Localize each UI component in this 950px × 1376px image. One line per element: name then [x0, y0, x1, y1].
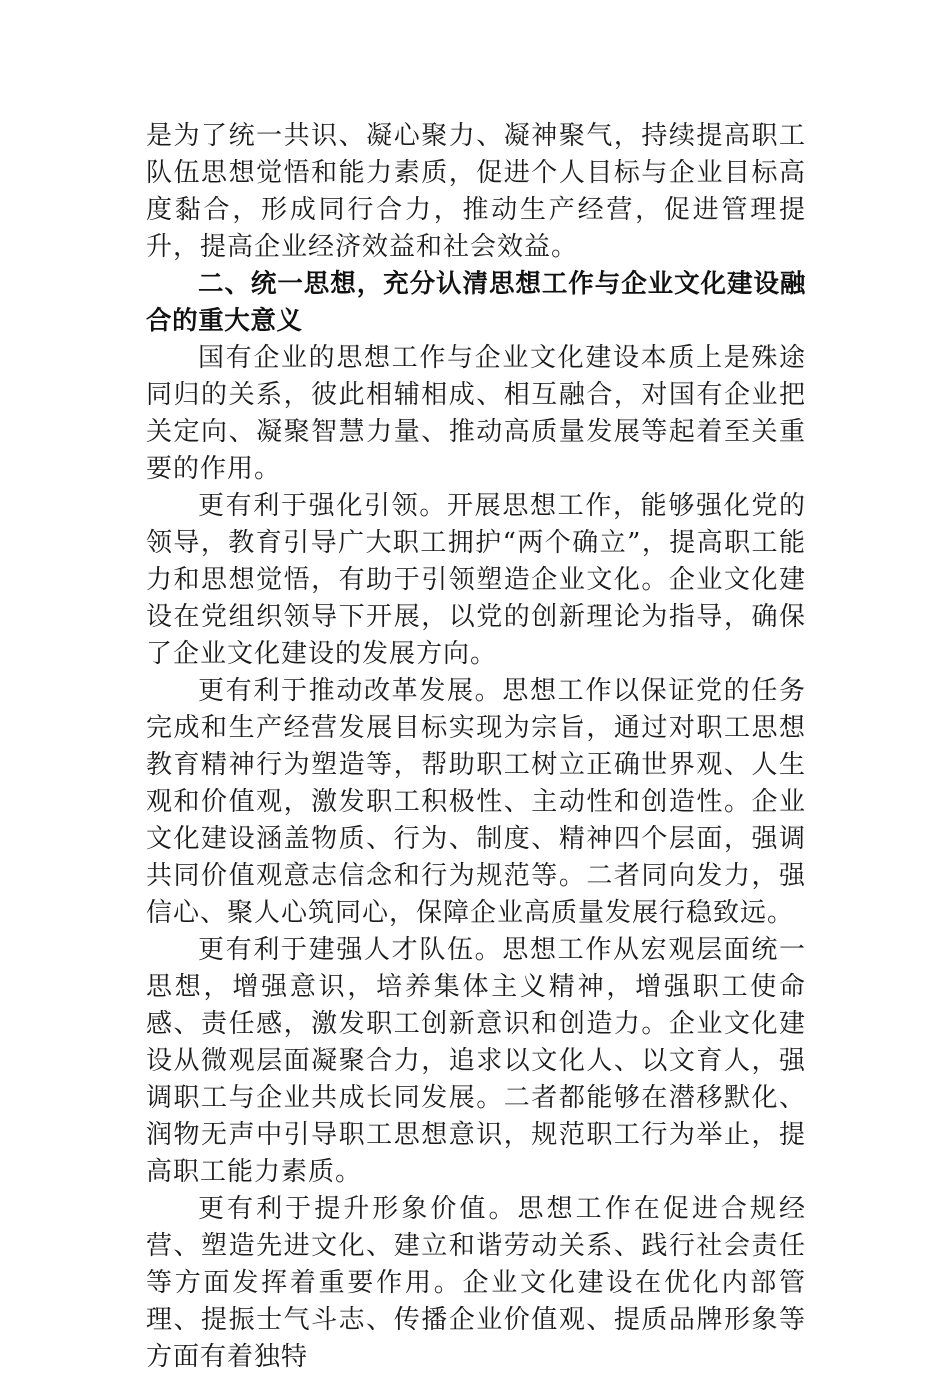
section-heading: 二、统一思想，充分认清思想工作与企业文化建设融合的重大意义 [146, 269, 806, 336]
body-paragraph-leadership: 更有利于强化引领。开展思想工作，能够强化党的领导，教育引导广大职工拥护“两个确立”，提高职工能力和思想觉悟，有助于引领塑造企业文化。企业文化建设在党组织领导下开展，以党的创新理论为指导，确保了企业文化建设的发展方向。 [146, 491, 806, 669]
document-page [146, 118, 806, 1376]
body-paragraph-significance: 国有企业的思想工作与企业文化建设本质上是殊途同归的关系，彼此相辅相成、相互融合，对国有企业把关定向、凝聚智慧力量、推动高质量发展等起着至关重要的作用。 [146, 343, 806, 484]
body-paragraph-talent: 更有利于建强人才队伍。思想工作从宏观层面统一思想，增强意识，培养集体主义精神，增强职工使命感、责任感，激发职工创新意识和创造力。企业文化建设从微观层面凝聚合力，追求以文化人、以文育人，强调职工与企业共成长同发展。二者都能够在潜移默化、润物无声中引导职工思想意识，规范职工行为举止，提高职工能力素质。 [146, 935, 806, 1187]
intro-continuation-paragraph: 是为了统一共识、凝心聚力、凝神聚气，持续提高职工队伍思想觉悟和能力素质，促进个人目标与企业目标高度黏合，形成同行合力，推动生产经营，促进管理提升，提高企业经济效益和社会效益。 [146, 121, 806, 262]
body-paragraph-image-value: 更有利于提升形象价值。思想工作在促进合规经营、塑造先进文化、建立和谐劳动关系、践行社会责任等方面发挥着重要作用。企业文化建设在优化内部管理、提振士气斗志、传播企业价值观、提质品牌形象等方面有着独特 [146, 1194, 806, 1372]
body-paragraph-reform: 更有利于推动改革发展。思想工作以保证党的任务完成和生产经营发展目标实现为宗旨，通过对职工思想教育精神行为塑造等，帮助职工树立正确世界观、人生观和价值观，激发职工积极性、主动性和创造性。企业文化建设涵盖物质、行为、制度、精神四个层面，强调共同价值观意志信念和行为规范等。二者同向发力，强信心、聚人心筑同心，保障企业高质量发展行稳致远。 [146, 676, 806, 928]
